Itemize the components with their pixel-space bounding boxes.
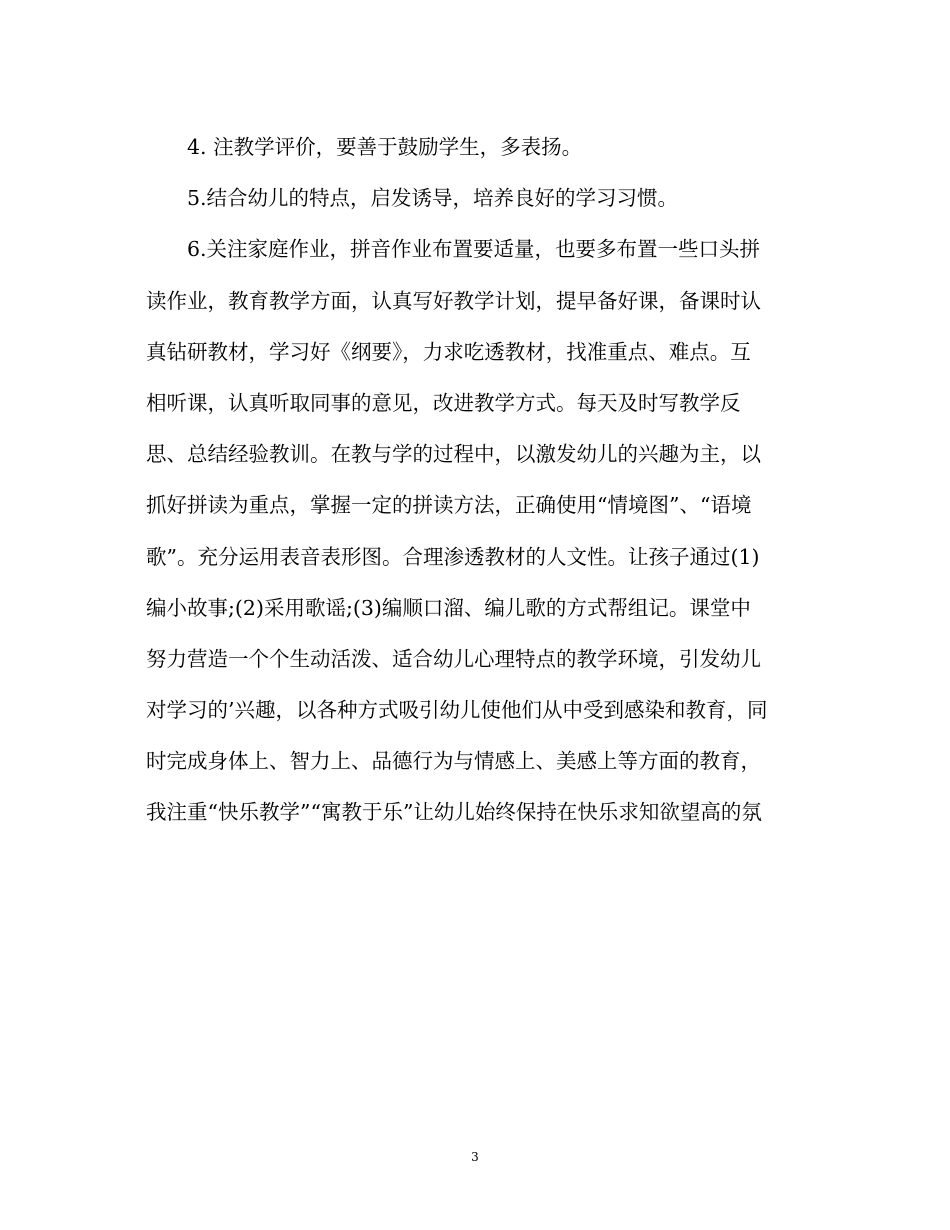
page-number: 3 <box>471 1150 479 1164</box>
paragraph-line: 5.结合幼儿的特点，启发诱导，培养良好的学习习惯。 <box>187 186 679 211</box>
paragraph-line: 对学习的’兴趣，以各种方式吸引幼儿使他们从中受到感染和教育，同 <box>146 698 768 723</box>
paragraph-line: 4. 注教学评价，要善于鼓励学生，多表扬。 <box>187 135 583 159</box>
paragraph-line: 真钻研教材，学习好《纲要》，力求吃透教材，找准重点、难点。互 <box>146 339 751 364</box>
paragraph-line: 努力营造一个个生动活泼、适合幼儿心理特点的教学环境，引发幼儿 <box>146 646 761 671</box>
body-text <box>146 122 806 839</box>
paragraph-line: 6.关注家庭作业，拼音作业布置要适量，也要多布置一些口头拼 <box>187 237 761 262</box>
paragraph-line: 歌”。充分运用表音表形图。合理渗透教材的人文性。让孩子通过(1) <box>146 544 760 569</box>
paragraph-line: 思、总结经验教训。在教与学的过程中，以激发幼儿的兴趣为主，以 <box>146 442 761 467</box>
paragraph-line: 抓好拼读为重点，掌握一定的拼读方法，正确使用“情境图”、“语境 <box>146 493 752 518</box>
paragraph-line: 我注重“快乐教学”“寓教于乐”让幼儿始终保持在快乐求知欲望高的氛 <box>146 800 762 825</box>
paragraph-line: 相听课，认真听取同事的意见，改进教学方式。每天及时写教学反 <box>146 390 741 415</box>
paragraph-line: 读作业，教育教学方面，认真写好教学计划，提早备好课，备课时认 <box>146 288 761 313</box>
paragraph-line: 时完成身体上、智力上、品德行为与情感上、美感上等方面的教育， <box>146 749 761 774</box>
paragraph-line: 编小故事;(2)采用歌谣;(3)编顺口溜、编儿歌的方式帮组记。课堂中 <box>146 595 751 620</box>
